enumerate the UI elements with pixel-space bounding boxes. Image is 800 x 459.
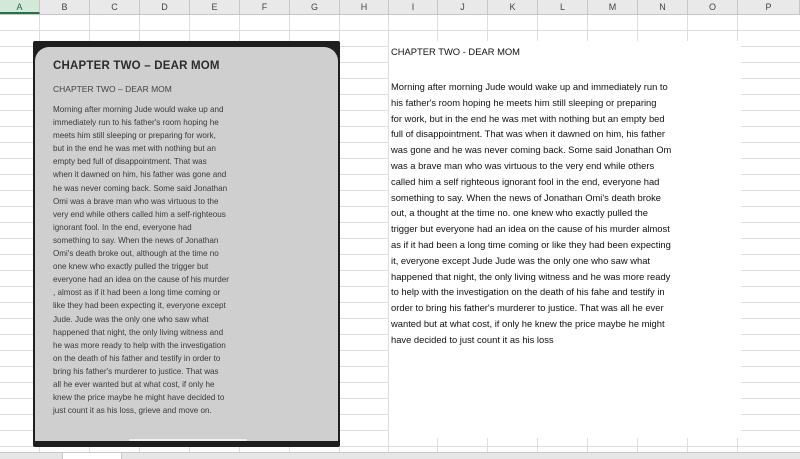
text-box-line: was gone and he was never coming back. Some said Jonathan Om	[391, 144, 672, 156]
phone-story-text	[53, 103, 325, 417]
column-header-b[interactable]: B	[40, 0, 90, 14]
column-header-k[interactable]: K	[488, 0, 538, 14]
phone-text-line: everyone had an idea on the cause of his murder	[53, 275, 229, 285]
phone-text-line: all he ever wanted but at what cost, if only he	[53, 379, 215, 389]
grid-row-line	[0, 30, 800, 31]
phone-text-line: Omi's death broke out, although at the time no	[53, 249, 219, 259]
phone-screen	[35, 47, 338, 441]
phone-chapter-title: CHAPTER TWO – DEAR MOM	[53, 60, 220, 72]
phone-text-line: empty bed full of disappointment. That was	[53, 157, 207, 167]
phone-text-line: one knew who exactly pulled the trigger but	[53, 262, 209, 272]
phone-text-line: like they had been expecting it, everyone except	[53, 301, 226, 311]
phone-text-line: Morning after morning Jude would wake up and	[53, 105, 224, 114]
column-header-l[interactable]: L	[538, 0, 588, 14]
text-box-line: trigger but everyone had an idea on the cause of his murder almost	[391, 223, 670, 235]
text-box[interactable]	[389, 41, 741, 438]
column-header-g[interactable]: G	[290, 0, 340, 14]
column-header-row	[0, 0, 800, 15]
column-header-p[interactable]: P	[738, 0, 800, 14]
text-box-line: something to say. When the news of Jonathan Omi's death broke	[391, 191, 661, 203]
text-box-line: Morning after morning Jude would wake up and immediately run to	[391, 81, 668, 92]
phone-text-line: immediately run to his father's room hoping he	[53, 118, 219, 128]
phone-text-line: just count it as his loss, grieve and move on.	[53, 406, 212, 416]
text-box-line: wanted but at what cost, if only he knew the price maybe he might	[391, 317, 665, 329]
phone-home-indicator	[129, 439, 247, 441]
phone-text-line: ignorant fool. In the end, everyone had	[53, 222, 192, 232]
text-box-title: CHAPTER TWO - DEAR MOM	[391, 46, 520, 57]
column-header-o[interactable]: O	[688, 0, 738, 14]
text-box-line: as if it had been a long time coming or like they had been expecting	[391, 238, 671, 250]
phone-text-line: when it dawned on him, his father was gone and	[53, 170, 227, 180]
phone-text-line: something to say. When the news of Jonathan	[53, 235, 219, 245]
column-header-a[interactable]: A	[0, 0, 40, 14]
column-header-f[interactable]: F	[240, 0, 290, 14]
column-header-i[interactable]: I	[389, 0, 438, 14]
sheet-tab[interactable]	[62, 453, 122, 459]
text-box-line: his father's room hoping he meets him still sleeping or preparing	[391, 96, 657, 108]
text-box-line: was a brave man who was virtuous to the very end while others	[391, 159, 655, 171]
phone-text-line: knew the price maybe he might have decided to	[53, 393, 225, 403]
phone-text-line: very end while others called him a self-righteous	[53, 209, 226, 219]
column-header-m[interactable]: M	[588, 0, 638, 14]
column-header-h[interactable]: H	[340, 0, 389, 14]
text-box-line: order to bring his father's murderer to justice. That was all he ever	[391, 302, 664, 314]
phone-text-line: Jude. Jude was the only one who saw what	[53, 314, 209, 324]
phone-chapter-subtitle: CHAPTER TWO – DEAR MOM	[53, 84, 172, 94]
text-box-body	[391, 79, 741, 348]
text-box-line: happened that night, the only living witness and he was more ready	[391, 270, 671, 282]
text-box-line: to help with the investigation on the death of his fahe and testify in	[391, 286, 665, 298]
phone-text-line: he was never coming back. Some said Jonathan	[53, 183, 228, 193]
text-box-line: full of disappointment. That was when it dawned on him, his father	[391, 128, 665, 140]
column-header-j[interactable]: J	[438, 0, 488, 14]
text-box-line: have decided to just count it as his loss	[391, 333, 554, 345]
phone-text-line: but in the end he was met with nothing but an	[53, 144, 216, 154]
phone-text-line: happened that night, the only living witness and	[53, 327, 224, 337]
phone-text-line: meets him still sleeping or preparing for work,	[53, 131, 216, 141]
phone-text-line: he was more ready to help with the investigation	[53, 340, 226, 350]
phone-text-line: on the death of his father and testify in order to	[53, 353, 221, 363]
text-box-line: for work, but in the end he was met with nothing but an empty bed	[391, 112, 665, 124]
column-header-c[interactable]: C	[90, 0, 140, 14]
text-box-line: called him a self righteous ignorant fool in the end, everyone had	[391, 175, 660, 187]
pasted-phone-screenshot[interactable]	[33, 41, 340, 447]
phone-text-line: , almost as if it had been a long time coming or	[53, 288, 221, 298]
column-header-n[interactable]: N	[638, 0, 688, 14]
phone-text-line: Omi was a brave man who was virtuous to the	[53, 196, 219, 206]
column-header-d[interactable]: D	[140, 0, 190, 14]
column-header-e[interactable]: E	[190, 0, 240, 14]
text-box-line: out, a thought at the time no. one knew who exactly pulled the	[391, 207, 648, 219]
text-box-line: it, everyone except Jude Jude was the only one who saw what	[391, 254, 651, 266]
phone-text-line: bring his father's murderer to justice. That was	[53, 366, 219, 376]
